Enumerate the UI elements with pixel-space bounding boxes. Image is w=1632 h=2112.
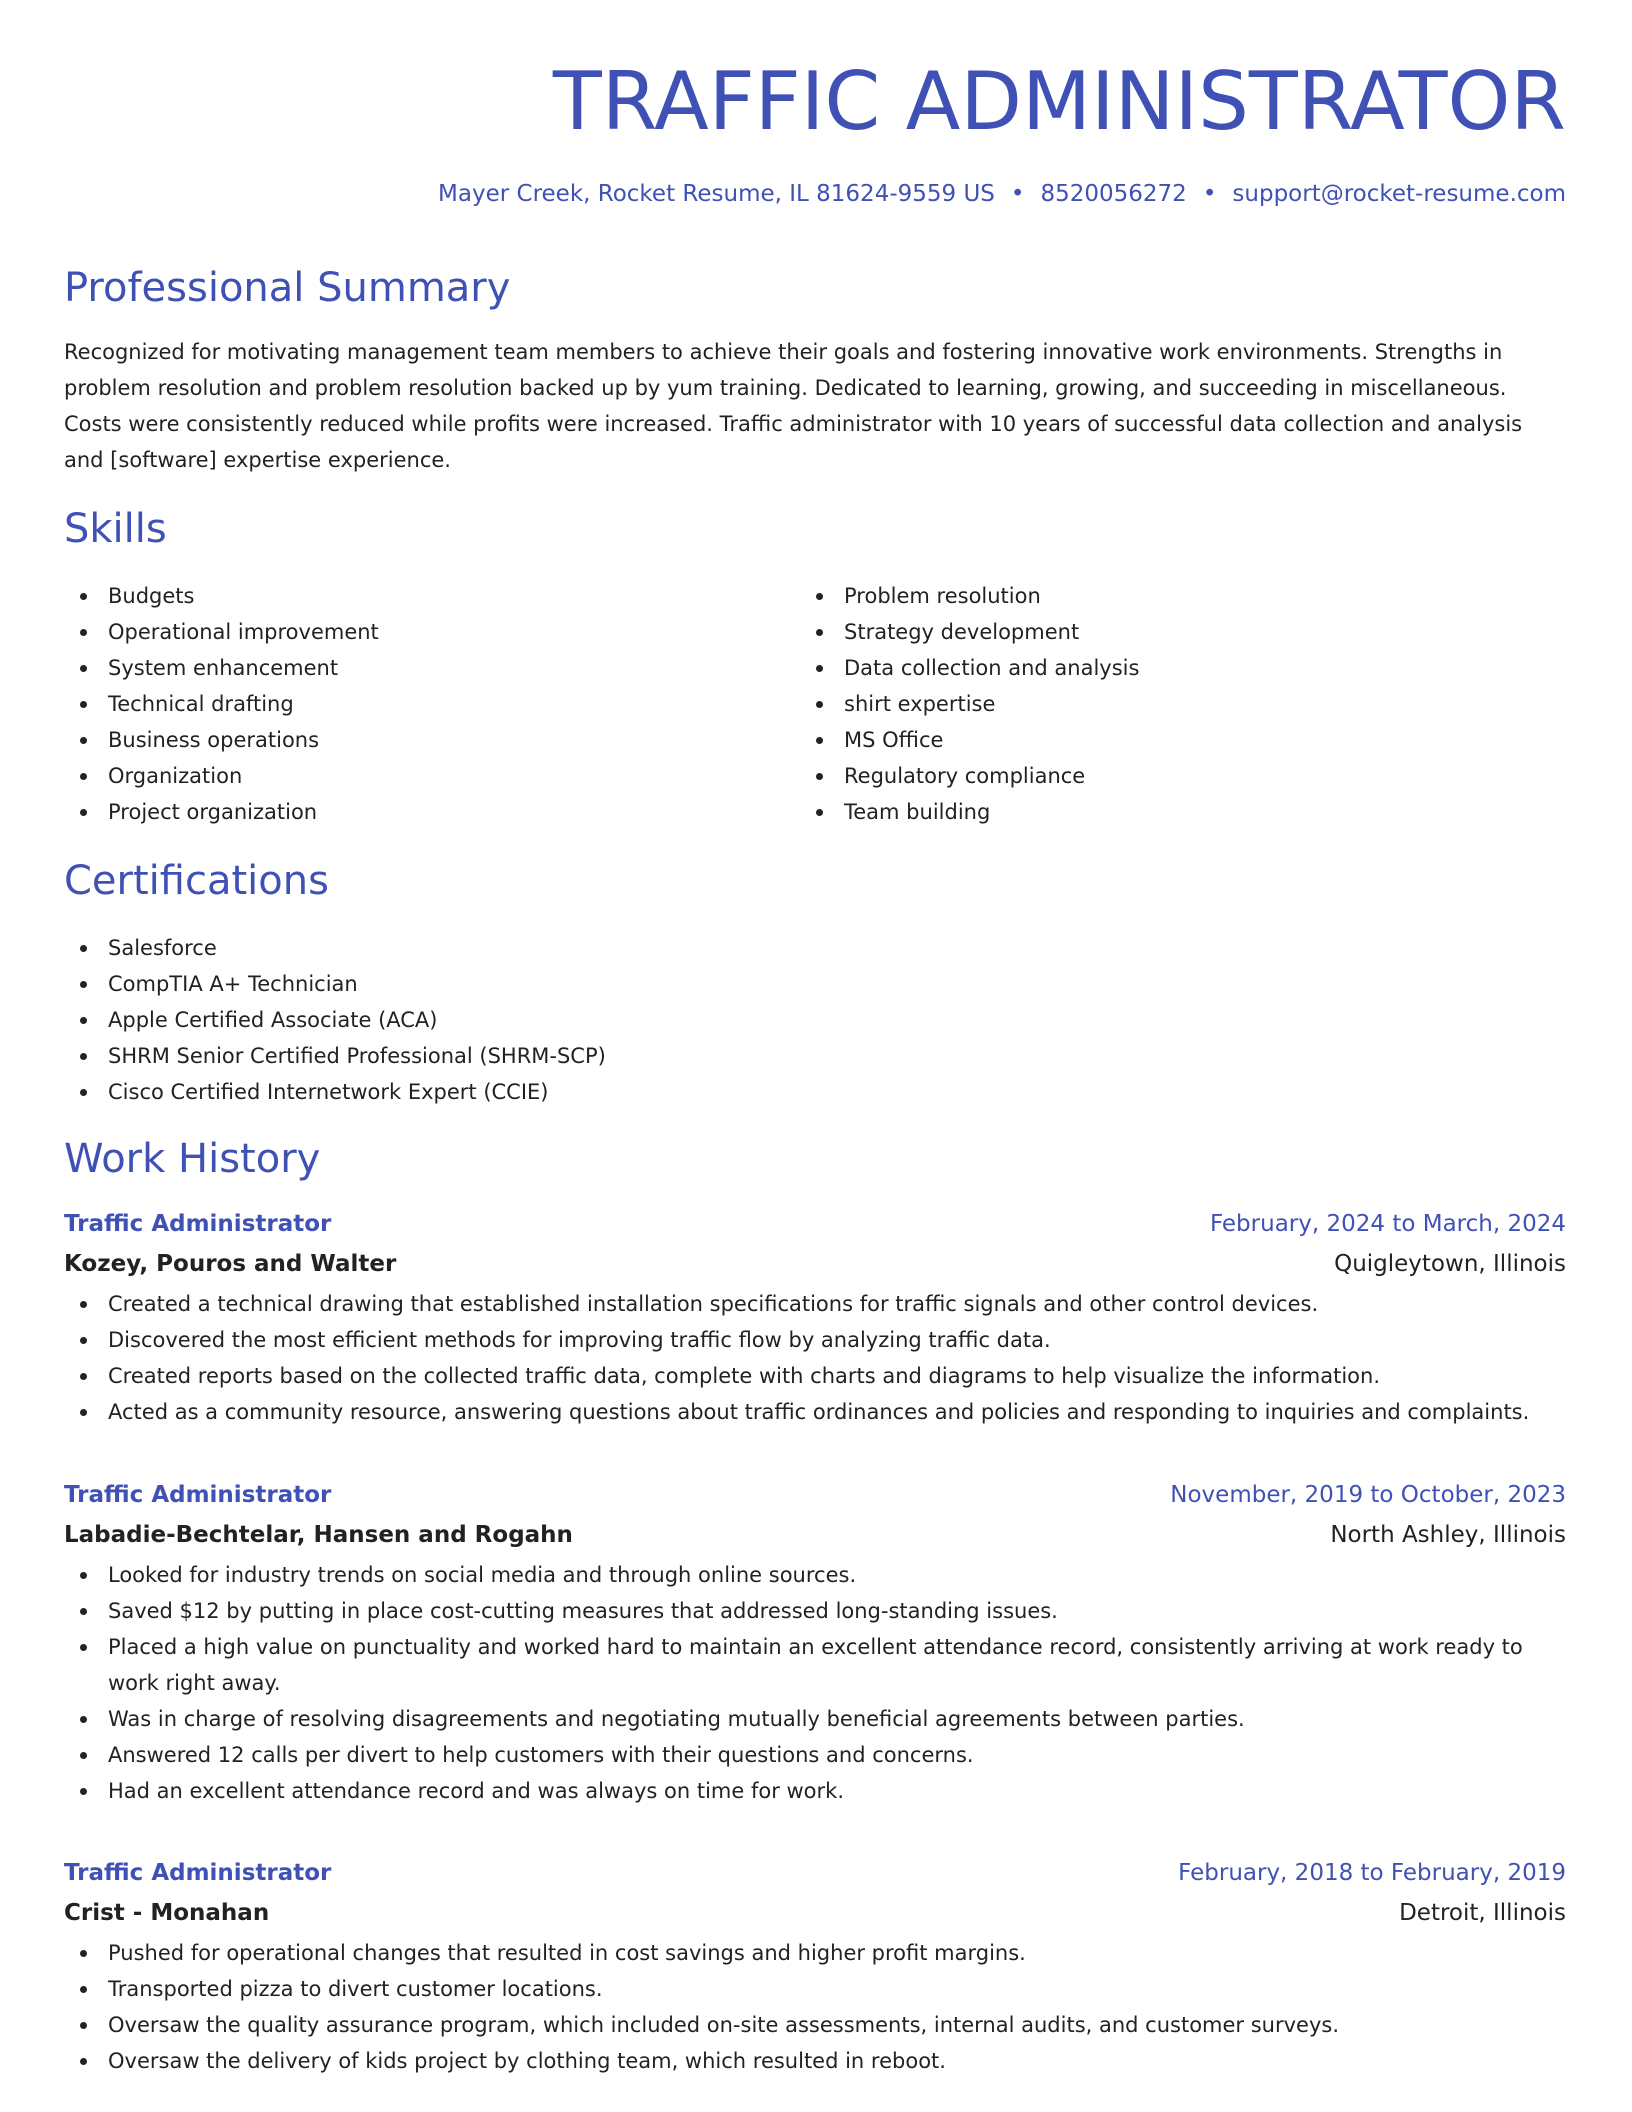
summary-heading: Professional Summary <box>64 265 511 311</box>
skills-heading: Skills <box>64 506 167 552</box>
job-company: Labadie-Bechtelar, Hansen and Rogahn <box>64 1522 573 1548</box>
skill-item: MS Office <box>800 722 1500 758</box>
certification-item: Cisco Certified Internetwork Expert (CCIE) <box>64 1074 964 1110</box>
skill-item: Project organization <box>64 794 764 830</box>
job-location: North Ashley, Illinois <box>1330 1522 1566 1548</box>
job-header-row <box>64 1206 1566 1246</box>
summary-text: Recognized for motivating management team members to achieve their goals and fostering innovative work environments. Strengths in problem resolution and problem resolution backed up by yum training. Dedicated to learning, growing, and succeeding in miscellaneous. Costs were consistently reduced while profits were increased. Traffic administrator with 10 years of successful data collection and analysis and [software] expertise experience. <box>64 340 1523 472</box>
job-bullet: Discovered the most efficient methods for improving traffic flow by analyzing traffic data. <box>64 1322 1566 1358</box>
job-company-row <box>64 1246 1566 1286</box>
job-bullet: Acted as a community resource, answering questions about traffic ordinances and policies and responding to inquiries and complaints. <box>64 1394 1566 1430</box>
job-header-row <box>64 1477 1566 1517</box>
skill-item: Data collection and analysis <box>800 650 1500 686</box>
contact-separator: • <box>1010 181 1025 207</box>
certification-item: CompTIA A+ Technician <box>64 966 964 1002</box>
job-bullet: Saved $12 by putting in place cost-cutting measures that addressed long-standing issues. <box>64 1593 1566 1629</box>
skill-item: Operational improvement <box>64 614 764 650</box>
skill-item: Organization <box>64 758 764 794</box>
certifications-heading: Certifications <box>64 858 329 904</box>
job-bullets <box>64 1557 1566 1809</box>
job-company: Kozey, Pouros and Walter <box>64 1251 397 1277</box>
job-location: Quigleytown, Illinois <box>1334 1251 1566 1277</box>
job-bullets <box>64 1935 1566 2079</box>
job-bullet: Had an excellent attendance record and was always on time for work. <box>64 1773 1566 1809</box>
job-dates: February, 2018 to February, 2019 <box>1178 1860 1566 1886</box>
job-bullet: Placed a high value on punctuality and worked hard to maintain an excellent attendance record, consistently arriving at work ready to work right away. <box>64 1629 1566 1701</box>
contact-line <box>438 178 1566 210</box>
work-history-heading: Work History <box>64 1136 321 1182</box>
job-dates: February, 2024 to March, 2024 <box>1209 1211 1566 1237</box>
skill-item: Business operations <box>64 722 764 758</box>
skill-item: Team building <box>800 794 1500 830</box>
job-dates: November, 2019 to October, 2023 <box>1170 1482 1566 1508</box>
skill-item: Regulatory compliance <box>800 758 1500 794</box>
job-bullet: Was in charge of resolving disagreements and negotiating mutually beneficial agreements between parties. <box>64 1701 1566 1737</box>
resume-name: TRAFFIC ADMINISTRATOR <box>552 55 1566 148</box>
skill-item: Technical drafting <box>64 686 764 722</box>
certification-item: SHRM Senior Certified Professional (SHRM-SCP) <box>64 1038 964 1074</box>
job-bullet: Oversaw the quality assurance program, which included on-site assessments, internal audits, and customer surveys. <box>64 2007 1566 2043</box>
certification-item: Apple Certified Associate (ACA) <box>64 1002 964 1038</box>
job-entry <box>64 1477 1566 1809</box>
contact-separator: • <box>1202 181 1217 207</box>
skills-column-left <box>64 578 764 830</box>
job-bullet: Pushed for operational changes that resulted in cost savings and higher profit margins. <box>64 1935 1566 1971</box>
certifications-block <box>64 930 964 1110</box>
job-company-row <box>64 1517 1566 1557</box>
job-header-row <box>64 1855 1566 1895</box>
certifications-list <box>64 930 964 1110</box>
skill-item: System enhancement <box>64 650 764 686</box>
job-company: Crist - Monahan <box>64 1900 270 1926</box>
certification-item: Salesforce <box>64 930 964 966</box>
job-bullet: Created reports based on the collected traffic data, complete with charts and diagrams to help visualize the information. <box>64 1358 1566 1394</box>
address: Mayer Creek, Rocket Resume, IL 81624-9559 US <box>438 181 995 207</box>
job-title: Traffic Administrator <box>64 1482 332 1508</box>
skill-item: Strategy development <box>800 614 1500 650</box>
skill-item: Problem resolution <box>800 578 1500 614</box>
job-location: Detroit, Illinois <box>1399 1900 1566 1926</box>
skills-list-right <box>800 578 1500 830</box>
phone: 8520056272 <box>1040 181 1187 207</box>
job-bullet: Answered 12 calls per divert to help customers with their questions and concerns. <box>64 1737 1566 1773</box>
email[interactable]: support@rocket-resume.com <box>1232 181 1566 207</box>
job-bullet: Looked for industry trends on social media and through online sources. <box>64 1557 1566 1593</box>
job-company-row <box>64 1895 1566 1935</box>
job-entry <box>64 1855 1566 2079</box>
job-title: Traffic Administrator <box>64 1211 332 1237</box>
job-entry <box>64 1206 1566 1430</box>
skill-item: Budgets <box>64 578 764 614</box>
job-bullets <box>64 1286 1566 1430</box>
job-bullet: Oversaw the delivery of kids project by clothing team, which resulted in reboot. <box>64 2043 1566 2079</box>
job-bullet: Created a technical drawing that established installation specifications for traffic signals and other control devices. <box>64 1286 1566 1322</box>
job-title: Traffic Administrator <box>64 1860 332 1886</box>
skill-item: shirt expertise <box>800 686 1500 722</box>
job-bullet: Transported pizza to divert customer locations. <box>64 1971 1566 2007</box>
skills-column-right <box>800 578 1500 830</box>
skills-list-left <box>64 578 764 830</box>
